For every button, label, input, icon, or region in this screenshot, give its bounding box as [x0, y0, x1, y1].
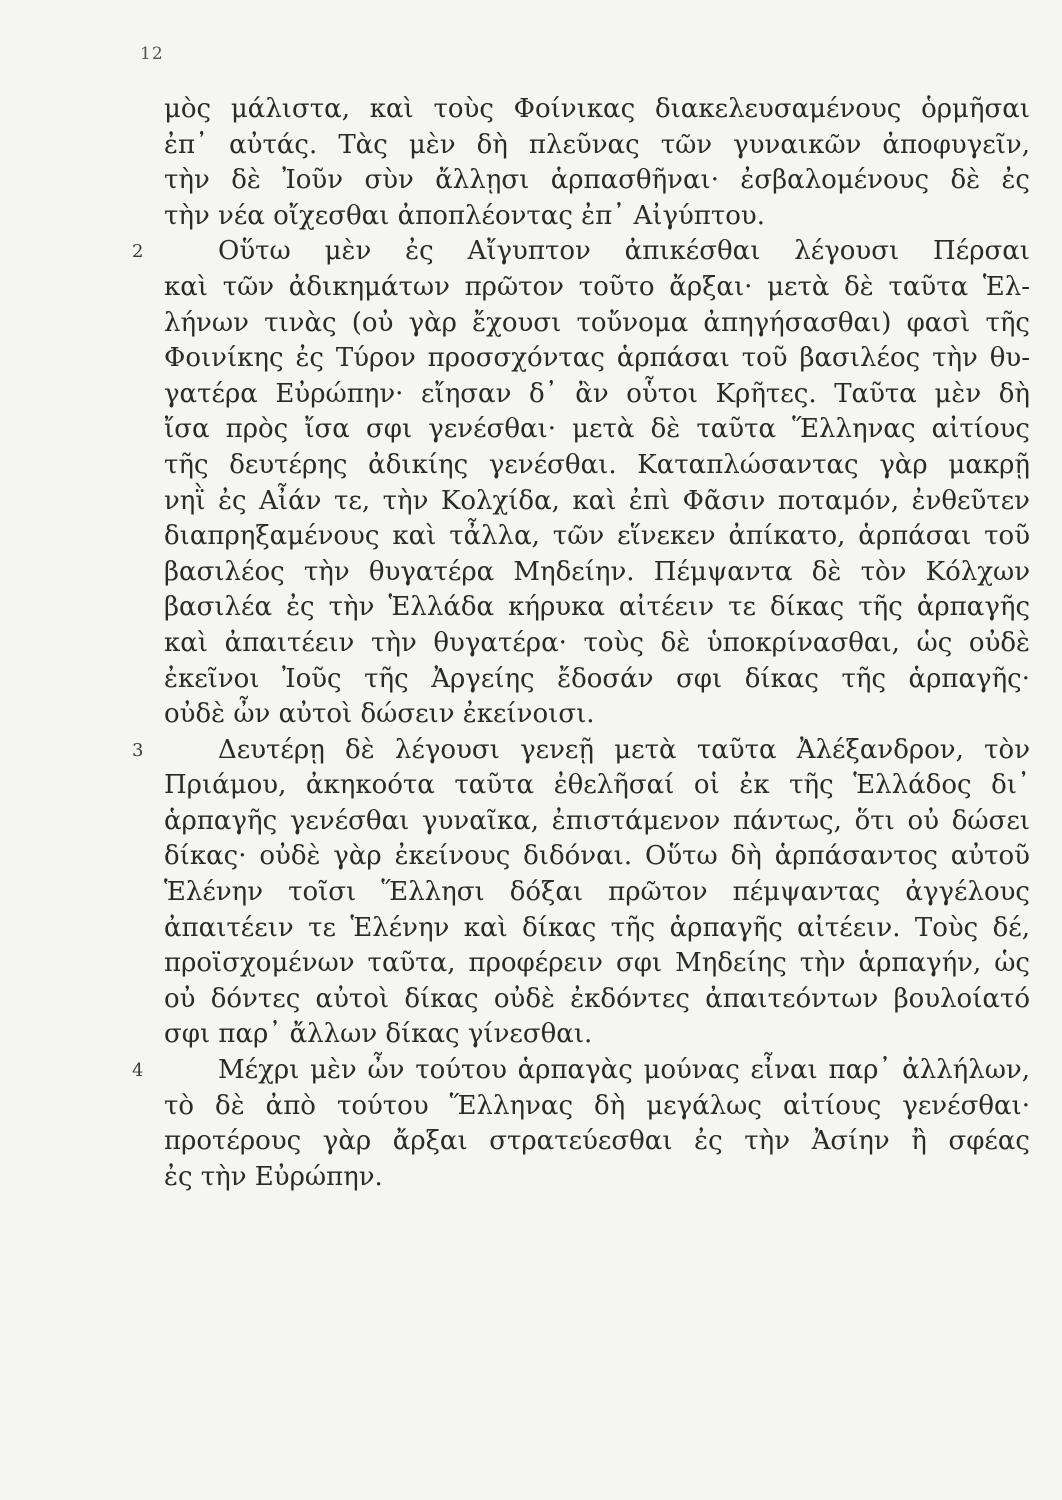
line-text: καὶ ἀπαιτέειν τὴν θυγατέρα· τοὺς δὲ ὑποκρίνασθαι, ὡς οὐδὲ: [164, 627, 1030, 658]
line-text: οὐδὲ ὦν αὐτοὶ δώσειν ἐκείνοισι.: [164, 699, 595, 730]
line-text: βασιλέος τὴν θυγατέρα Μηδείην. Πέμψαντα δὲ τὸν Κόλχων: [164, 556, 1030, 587]
line-text: ἁρπαγῆς γενέσθαι γυναῖκα, ἐπιστάμενον πάντως, ὅτι οὐ δώσει: [164, 805, 1030, 836]
text-line: [164, 911, 1030, 947]
section-number: 4: [132, 1060, 144, 1082]
text-line: [164, 377, 1030, 413]
line-text: ἀπαιτέειν τε Ἑλένην καὶ δίκας τῆς ἁρπαγῆς αἰτέειν. Τοὺς δέ,: [164, 912, 1030, 943]
text-line: [164, 839, 1030, 875]
text-line: [164, 555, 1030, 591]
line-text: ἴσα πρὸς ἴσα σφι γενέσθαι· μετὰ δὲ ταῦτα Ἕλληνας αἰτίους: [164, 414, 1030, 445]
text-line: [164, 448, 1030, 484]
text-line: [164, 199, 1030, 235]
text-line: [164, 875, 1030, 911]
section-number: 3: [132, 739, 144, 761]
text-line: [132, 234, 1030, 270]
line-text: σφι παρ᾽ ἄλλων δίκας γίνεσθαι.: [164, 1019, 593, 1050]
section-number: 2: [132, 241, 144, 263]
line-text: προτέρους γὰρ ἄρξαι στρατεύεσθαι ἐς τὴν Ἀσίην ἢ σφέας: [164, 1126, 1030, 1157]
line-text: Ἑλένην τοῖσι Ἕλλησι δόξαι πρῶτον πέμψαντας ἀγγέλους: [164, 877, 1030, 908]
line-text: διαπρηξαμένους καὶ τἆλλα, τῶν εἵνεκεν ἀπίκατο, ἁρπάσαι τοῦ: [164, 521, 1030, 552]
text-line: [164, 982, 1030, 1018]
line-text: δίκας· οὐδὲ γὰρ ἐκείνους διδόναι. Οὕτω δὴ ἁρπάσαντος αὐτοῦ: [164, 841, 1030, 872]
text-line: [164, 412, 1030, 448]
greek-text-body: [132, 92, 1030, 1195]
line-text: ἐς τὴν Εὐρώπην.: [164, 1161, 383, 1192]
text-line: [164, 484, 1030, 520]
text-line: [164, 697, 1030, 733]
text-line: [164, 92, 1030, 128]
line-text: Μέχρι μὲν ὦν τούτου ἁρπαγὰς μούνας εἶναι παρ᾽ ἀλλήλων,: [218, 1055, 1030, 1086]
line-text: Πριάμου, ἀκηκοότα ταῦτα ἐθελῆσαί οἱ ἐκ τῆς Ἑλλάδος δι᾽: [164, 770, 1030, 801]
line-text: τῆς δευτέρης ἀδικίης γενέσθαι. Καταπλώσαντας γὰρ μακρῇ: [164, 449, 1030, 480]
line-text: βασιλέα ἐς τὴν Ἑλλάδα κήρυκα αἰτέειν τε δίκας τῆς ἁρπαγῆς: [164, 592, 1030, 623]
line-text: μὸς μάλιστα, καὶ τοὺς Φοίνικας διακελευσαμένους ὁρμῆσαι: [164, 94, 1030, 124]
line-text: ἐκεῖνοι Ἰοῦς τῆς Ἀργείης ἔδοσάν σφι δίκας τῆς ἁρπαγῆς·: [164, 663, 1030, 694]
line-text: καὶ τῶν ἀδικημάτων πρῶτον τοῦτο ἄρξαι· μετὰ δὲ ταῦτα Ἑλ-: [164, 271, 1030, 302]
line-text: τὴν νέα οἴχεσθαι ἀποπλέοντας ἐπ᾽ Αἰγύπτου.: [164, 200, 765, 231]
text-line: [164, 519, 1030, 555]
text-line: [164, 1124, 1030, 1160]
page-number: 12: [140, 44, 164, 64]
line-text: τὴν δὲ Ἰοῦν σὺν ἄλλῃσι ἁρπασθῆναι· ἐσβαλομένους δὲ ἐς: [164, 165, 1030, 196]
line-text: τὸ δὲ ἀπὸ τούτου Ἕλληνας δὴ μεγάλως αἰτίους γενέσθαι·: [164, 1090, 1030, 1121]
text-line: [164, 341, 1030, 377]
text-line: [132, 733, 1030, 769]
line-text: Οὕτω μὲν ἐς Αἴγυπτον ἀπικέσθαι λέγουσι Πέρσαι: [218, 236, 1030, 267]
text-line: [164, 128, 1030, 164]
line-text: προϊσχομένων ταῦτα, προφέρειν σφι Μηδείης τὴν ἁρπαγήν, ὡς: [164, 948, 1030, 979]
text-line: [164, 1160, 1030, 1196]
line-text: λήνων τινὰς (οὐ γὰρ ἔχουσι τοὔνομα ἀπηγήσασθαι) φασὶ τῆς: [164, 307, 1030, 338]
line-text: Φοινίκης ἐς Τύρον προσσχόντας ἁρπάσαι τοῦ βασιλέος τὴν θυ-: [164, 343, 1030, 374]
text-line: [164, 946, 1030, 982]
line-text: Δευτέρῃ δὲ λέγουσι γενεῇ μετὰ ταῦτα Ἀλέξανδρον, τὸν: [218, 734, 1030, 765]
text-line: [164, 626, 1030, 662]
line-text: γατέρα Εὐρώπην· εἴησαν δ᾽ ἂν οὗτοι Κρῆτες. Ταῦτα μὲν δὴ: [164, 378, 1030, 409]
text-line: [164, 306, 1030, 342]
text-line: [164, 1017, 1030, 1053]
text-line: [164, 163, 1030, 199]
text-line: [164, 662, 1030, 698]
line-text: ἐπ᾽ αὐτάς. Τὰς μὲν δὴ πλεῦνας τῶν γυναικῶν ἀποφυγεῖν,: [164, 129, 1030, 160]
text-line: [132, 1053, 1030, 1089]
text-line: [164, 590, 1030, 626]
text-line: [164, 804, 1030, 840]
line-text: οὐ δόντες αὐτοὶ δίκας οὐδὲ ἐκδόντες ἀπαιτεόντων βουλοίατό: [164, 983, 1030, 1014]
text-line: [164, 768, 1030, 804]
text-line: [164, 270, 1030, 306]
text-line: [164, 1089, 1030, 1125]
line-text: νηῒ ἐς Αἶάν τε, τὴν Κολχίδα, καὶ ἐπὶ Φᾶσιν ποταμόν, ἐνθεῦτεν: [164, 485, 1030, 516]
